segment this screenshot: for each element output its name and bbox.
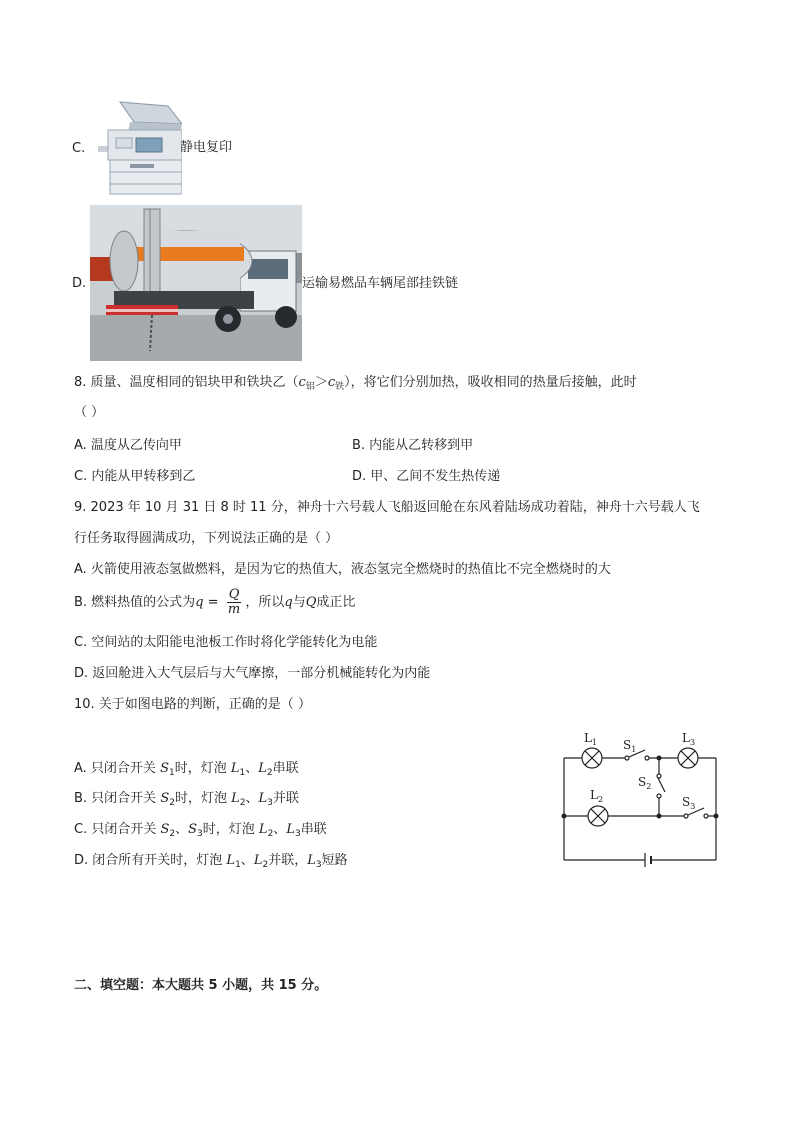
section-2-heading: 二、填空题：本大题共 5 小题，共 15 分。 xyxy=(74,978,328,993)
q8-c-fe-sub: 铁 xyxy=(335,382,345,392)
option-c-caption: 静电复印 xyxy=(180,140,233,155)
q9-b-q2: q xyxy=(284,595,293,610)
option-c xyxy=(72,100,322,196)
q8-stem xyxy=(74,374,637,396)
option-d-caption: 运输易燃品车辆尾部挂铁链 xyxy=(302,276,459,291)
q9-option-b xyxy=(74,588,355,617)
switch-s2-icon xyxy=(658,778,665,792)
q9-option-d: D. 返回舱进入大气层后与大气摩擦，一部分机械能转化为内能 xyxy=(74,666,431,681)
circuit-diagram xyxy=(555,726,725,868)
q9-option-c: C. 空间站的太阳能电池板工作时将化学能转化为电能 xyxy=(74,635,378,650)
q8-option-d: D. 甲、乙间不发生热传递 xyxy=(352,469,501,484)
q10-option-a: A. 只闭合开关 $S_1$时，灯泡 $L_1$、$L_2$串联 xyxy=(74,761,299,778)
q9-b-q: q xyxy=(195,595,204,610)
q9-b-fraction xyxy=(227,588,242,617)
q8-blank: （ ） xyxy=(74,405,105,420)
label-s2: $S_2$ xyxy=(638,775,652,791)
label-l1: $L_1$ xyxy=(584,731,598,747)
q10-stem: 10. 关于如图电路的判断，正确的是（ ） xyxy=(74,697,311,712)
label-s3: $S_3$ xyxy=(682,795,696,811)
q8-option-b: B. 内能从乙转移到甲 xyxy=(352,438,474,453)
photocopier-image xyxy=(90,100,182,196)
q9-b-numerator: Q xyxy=(228,587,240,602)
q9-stem-line1: 9. 2023 年 10 月 31 日 8 时 11 分，神舟十六号载人飞船返回舱在东风着陆场成功着陆，神舟十六号载人飞 xyxy=(74,500,700,515)
q8-gt: ＞ xyxy=(314,375,328,390)
option-d-letter: D. xyxy=(72,276,87,291)
q9-b-post: 成正比 xyxy=(316,595,356,610)
label-l3: $L_3$ xyxy=(682,731,696,747)
q8-c-al: c xyxy=(298,375,306,390)
q9-b-mid: ，所以 xyxy=(245,595,285,610)
q10-option-d: D. 闭合所有开关时，灯泡 $L_1$、$L_2$并联，$L_3$短路 xyxy=(74,853,348,870)
q10-option-c: C. 只闭合开关 $S_2$、$S_3$时，灯泡 $L_2$、$L_3$串联 xyxy=(74,822,327,839)
q9-b-with: 与 xyxy=(292,595,306,610)
option-d xyxy=(72,205,492,361)
q9-b-eq: = xyxy=(203,595,223,610)
q10-option-b: B. 只闭合开关 $S_2$时，灯泡 $L_2$、$L_3$并联 xyxy=(74,791,299,808)
q9-option-a: A. 火箭使用液态氢做燃料，是因为它的热值大，液态氢完全燃烧时的热值比不完全燃烧时的大 xyxy=(74,562,611,577)
label-l2: $L_2$ xyxy=(590,788,604,804)
label-s1: $S_1$ xyxy=(623,738,637,754)
q9-stem-line2: 行任务取得圆满成功，下列说法正确的是（ ） xyxy=(74,531,339,546)
q8-stem-part-b: ），将它们分别加热，吸收相同的热量后接触，此时 xyxy=(344,375,637,390)
tanker-truck-image xyxy=(90,205,302,361)
q9-b-prefix: B. 燃料热值的公式为 xyxy=(74,595,196,610)
q8-c-fe: c xyxy=(327,375,336,390)
q9-b-Q2: Q xyxy=(305,595,317,610)
q8-option-c: C. 内能从甲转移到乙 xyxy=(74,469,196,484)
q8-option-a: A. 温度从乙传向甲 xyxy=(74,438,182,453)
q9-b-denominator: m xyxy=(227,602,241,617)
q8-c-al-sub: 铝 xyxy=(305,382,315,392)
option-c-letter: C. xyxy=(72,141,86,156)
q8-stem-part-a: 8. 质量、温度相同的铝块甲和铁块乙（ xyxy=(74,375,299,390)
